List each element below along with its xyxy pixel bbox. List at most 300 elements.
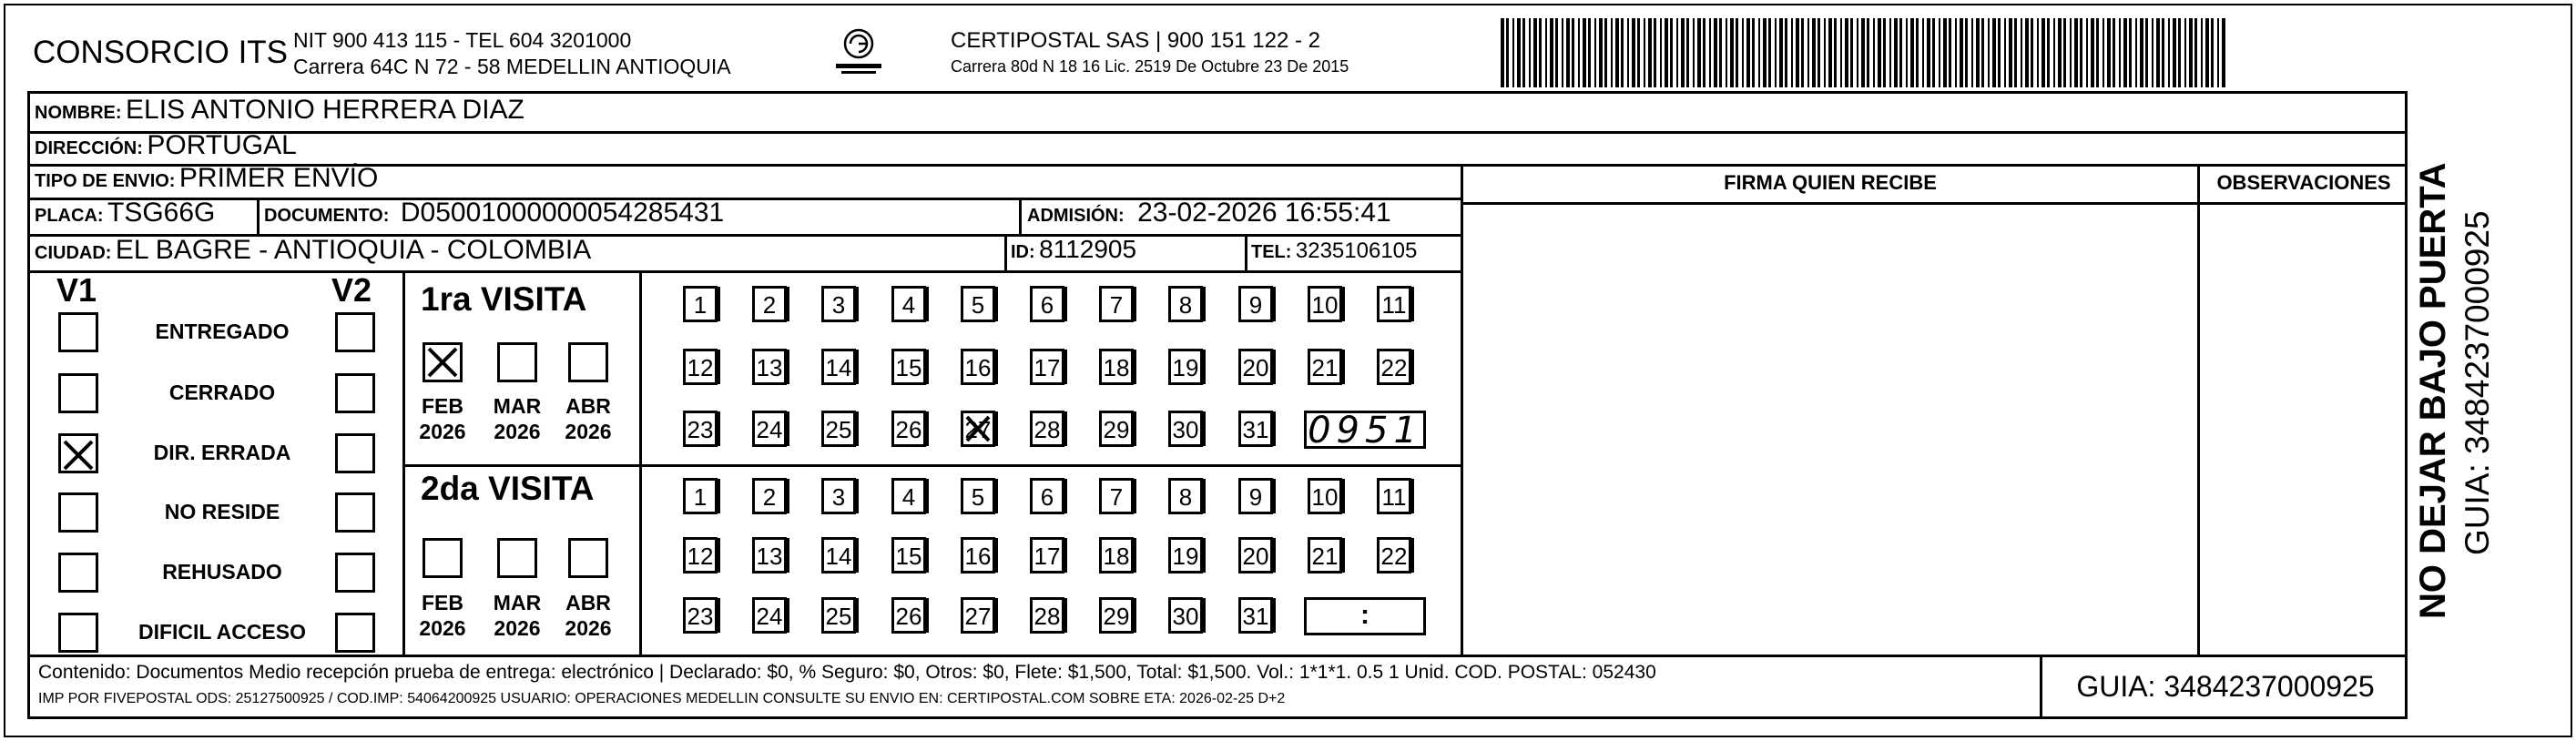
month-label <box>417 393 468 444</box>
day-box[interactable]: 28 <box>1030 411 1064 447</box>
day-box[interactable]: 27 <box>961 597 995 634</box>
barcode-bar <box>1824 18 1826 87</box>
barcode-bar <box>1845 18 1848 87</box>
side-notice: NO DEJAR BAJO PUERTA <box>2413 162 2453 619</box>
day-box[interactable]: 3 <box>821 286 856 322</box>
barcode-bar <box>1867 18 1869 87</box>
day-box[interactable]: 20 <box>1238 537 1273 574</box>
barcode-bar <box>2014 18 2017 87</box>
day-box[interactable]: 7 <box>1099 286 1134 322</box>
day-box[interactable]: 2 <box>752 478 787 514</box>
day-box[interactable]: 29 <box>1099 597 1134 634</box>
second-visit-time[interactable]: : <box>1304 597 1426 635</box>
barcode-bar <box>2070 18 2072 87</box>
nombre-label: NOMBRE: <box>35 103 122 123</box>
footer-divider <box>27 655 2408 657</box>
barcode-bar <box>2189 18 2193 87</box>
v1-checkbox[interactable] <box>58 312 98 352</box>
barcode-bar <box>1545 18 1547 87</box>
day-box[interactable]: 4 <box>891 478 926 514</box>
barcode-bar <box>2009 18 2012 87</box>
documento-label: DOCUMENTO: <box>264 206 390 226</box>
barcode-bar <box>1998 18 2001 87</box>
day-box[interactable]: 18 <box>1099 537 1134 574</box>
footer-imp: IMP POR FIVEPOSTAL ODS: 25127500925 / COD.IMP: 54064200925 USUARIO: OPERACIONES MEDELLIN CONSULTE SU ENVIO EN: CERTIPOSTAL.COM SOBRE ETA: 2026-02-25 D+2 <box>38 691 1286 706</box>
barcode-bar <box>1899 18 1902 87</box>
barcode-bar <box>1840 18 1842 87</box>
barcode-bar <box>1906 18 1908 87</box>
barcode-bar <box>1955 18 1957 87</box>
barcode <box>1501 18 2229 87</box>
certipostal-logo <box>827 25 891 80</box>
tel-value: 3235106105 <box>1295 239 1418 263</box>
barcode-bar <box>1927 18 1930 87</box>
barcode-bar <box>1758 18 1760 87</box>
v1-checkbox[interactable] <box>58 613 98 653</box>
barcode-bar <box>2123 18 2127 87</box>
barcode-bar <box>2156 18 2160 87</box>
barcode-bar <box>1785 18 1787 87</box>
day-box[interactable]: 22 <box>1377 537 1411 574</box>
barcode-bar <box>1517 18 1521 87</box>
day-box[interactable]: 6 <box>1030 478 1064 514</box>
barcode-bar <box>2129 18 2132 87</box>
barcode-bar <box>1971 18 1973 87</box>
barcode-bar <box>1992 18 1996 87</box>
status-label: CERRADO <box>168 381 276 404</box>
barcode-bar <box>1648 18 1652 87</box>
status-label: DIR. ERRADA <box>153 441 291 464</box>
direccion-label: DIRECCIÓN: <box>35 138 143 158</box>
barcode-bar <box>2080 18 2082 87</box>
month-checkbox[interactable] <box>423 538 463 578</box>
barcode-bar <box>2162 18 2164 87</box>
firma-header: FIRMA QUIEN RECIBE <box>1724 171 1937 194</box>
day-box[interactable]: 28 <box>1030 597 1064 634</box>
day-box[interactable]: 3 <box>821 478 856 514</box>
day-box[interactable]: 8 <box>1168 478 1203 514</box>
barcode-bar <box>1533 18 1537 87</box>
barcode-bar <box>1555 18 1558 87</box>
month-label <box>492 393 543 444</box>
barcode-bar <box>2058 18 2062 87</box>
company-info <box>293 27 731 80</box>
day-box[interactable]: 17 <box>1030 537 1064 574</box>
barcode-bar <box>1709 18 1711 87</box>
barcode-bar <box>1807 18 1809 87</box>
barcode-bar <box>1637 18 1640 87</box>
barcode-bar <box>2168 18 2170 87</box>
month-year: 2026 <box>419 420 466 443</box>
barcode-bar <box>1796 18 1799 87</box>
admision-label: ADMISIÓN: <box>1027 206 1125 226</box>
certipostal-address: Carrera 80d N 18 16 Lic. 2519 De Octubre 23 De 2015 <box>951 57 1349 76</box>
barcode-bar <box>2211 18 2214 87</box>
barcode-bar <box>1693 18 1695 87</box>
barcode-bar <box>1752 18 1755 87</box>
day-box[interactable]: 9 <box>1238 286 1273 322</box>
day-box[interactable]: 9 <box>1238 478 1273 514</box>
v1-checkbox[interactable] <box>58 492 98 533</box>
barcode-bar <box>2063 18 2066 87</box>
barcode-bar <box>1779 18 1783 87</box>
day-box[interactable]: 21 <box>1308 349 1342 385</box>
placa-value: TSG66G <box>107 198 216 228</box>
id-value: 8112905 <box>1039 235 1137 263</box>
field-direccion <box>35 130 297 161</box>
barcode-bar <box>1857 18 1858 87</box>
barcode-bar <box>1949 18 1951 87</box>
company-address: Carrera 64C N 72 - 58 MEDELLIN ANTIOQUIA <box>293 55 731 78</box>
day-box[interactable]: 29 <box>1099 411 1134 447</box>
observaciones-header: OBSERVACIONES <box>2216 171 2391 194</box>
barcode-bar <box>2096 18 2099 87</box>
row-divider <box>27 131 2408 134</box>
barcode-bar <box>1817 18 1820 87</box>
tipo-label: TIPO DE ENVIO: <box>35 171 176 191</box>
day-box[interactable]: 11 <box>1377 478 1411 514</box>
documento-value: D05001000000054285431 <box>400 198 725 228</box>
barcode-bar <box>1562 18 1563 87</box>
barcode-bar <box>1736 18 1738 87</box>
barcode-bar <box>2053 18 2055 87</box>
v2-checkbox[interactable] <box>335 433 375 473</box>
tipo-value: PRIMER ENVÍO <box>178 163 379 193</box>
barcode-bar <box>1611 18 1613 87</box>
month-label <box>563 590 614 641</box>
barcode-bar <box>2037 18 2039 87</box>
first-visit-time-value: 0951 <box>1308 410 1422 452</box>
certipostal-info <box>951 27 1349 80</box>
v2-checkbox[interactable] <box>335 373 375 413</box>
barcode-bar <box>2031 18 2033 87</box>
id-label: ID: <box>1011 242 1035 262</box>
month-year: 2026 <box>565 420 612 443</box>
day-box[interactable] <box>961 411 995 447</box>
header-underline <box>1461 202 2408 205</box>
barcode-bar <box>1550 18 1553 87</box>
barcode-bar <box>2119 18 2121 87</box>
v1-label: V1 <box>56 271 97 309</box>
day-box[interactable]: 31 <box>1238 411 1273 447</box>
field-placa <box>35 198 215 228</box>
barcode-bar <box>1654 18 1656 87</box>
barcode-bar <box>1922 18 1924 87</box>
barcode-bar <box>1522 18 1525 87</box>
month-name: ABR <box>565 394 611 418</box>
month-checkbox[interactable] <box>423 342 463 382</box>
day-box[interactable]: 14 <box>821 349 856 385</box>
v1-checkbox[interactable] <box>58 433 98 473</box>
barcode-bar <box>1719 18 1722 87</box>
barcode-bar <box>2222 18 2225 87</box>
barcode-bar <box>2021 18 2022 87</box>
day-box[interactable]: 10 <box>1308 286 1342 322</box>
barcode-bar <box>1604 18 1607 87</box>
company-nit: NIT 900 413 115 - TEL 604 3201000 <box>293 28 632 52</box>
barcode-bar <box>1932 18 1935 87</box>
field-tipo <box>35 163 378 194</box>
footer-guia: GUIA: 3484237000925 <box>2076 670 2375 703</box>
day-box[interactable]: 30 <box>1168 597 1203 634</box>
barcode-bar <box>1627 18 1629 87</box>
barcode-bar <box>2205 18 2209 87</box>
v2-checkbox[interactable] <box>335 553 375 593</box>
day-box[interactable]: 14 <box>821 537 856 574</box>
month-label <box>563 393 614 444</box>
month-name: ABR <box>565 591 611 614</box>
barcode-bar <box>1768 18 1771 87</box>
barcode-bar <box>2140 18 2143 87</box>
barcode-bar <box>1894 18 1898 87</box>
barcode-bar <box>2004 18 2006 87</box>
barcode-bar <box>1791 18 1793 87</box>
barcode-bar <box>1763 18 1767 87</box>
day-box[interactable]: 12 <box>683 349 718 385</box>
status-label: DIFICIL ACCESO <box>137 620 306 644</box>
barcode-bar <box>1660 18 1662 87</box>
day-box[interactable]: 20 <box>1238 349 1273 385</box>
month-checkbox[interactable] <box>568 342 608 382</box>
barcode-bar <box>2194 18 2197 87</box>
day-box[interactable]: 22 <box>1377 349 1411 385</box>
cell-divider <box>1245 234 1247 270</box>
status-divider <box>402 270 405 656</box>
day-box[interactable]: 15 <box>891 537 926 574</box>
barcode-bar <box>1566 18 1570 87</box>
ciudad-label: CIUDAD: <box>35 243 112 263</box>
v1-checkbox[interactable] <box>58 553 98 593</box>
barcode-bar <box>2173 18 2176 87</box>
day-box[interactable]: 15 <box>891 349 926 385</box>
row-divider <box>27 164 2408 167</box>
ciudad-value: EL BAGRE - ANTIOQUIA - COLOMBIA <box>115 235 592 265</box>
placa-label: PLACA: <box>35 206 104 226</box>
v1-checkbox[interactable] <box>58 373 98 413</box>
first-visit-time[interactable] <box>1304 410 1426 452</box>
day-box[interactable]: 4 <box>891 286 926 322</box>
barcode-bar <box>1873 18 1875 87</box>
month-year: 2026 <box>494 616 541 640</box>
barcode-bar <box>1665 18 1668 87</box>
barcode-bar <box>2145 18 2148 87</box>
day-box[interactable]: 12 <box>683 537 718 574</box>
nombre-value: ELIS ANTONIO HERRERA DIAZ <box>126 95 524 125</box>
x-mark-icon <box>61 438 96 477</box>
barcode-bar <box>2201 18 2203 87</box>
barcode-bar <box>2074 18 2078 87</box>
month-name: MAR <box>493 394 542 418</box>
field-admision <box>1027 198 1391 228</box>
x-mark-icon <box>425 345 460 384</box>
direccion-value: PORTUGAL <box>147 130 297 160</box>
field-ciudad <box>35 235 591 266</box>
barcode-bar <box>1861 18 1865 87</box>
barcode-bar <box>2107 18 2111 87</box>
barcode-bar <box>1812 18 1816 87</box>
day-box[interactable]: 26 <box>891 597 926 634</box>
barcode-bar <box>2135 18 2137 87</box>
barcode-bar <box>2184 18 2186 87</box>
month-name: FEB <box>422 591 463 614</box>
barcode-bar <box>1988 18 1990 87</box>
day-box[interactable]: 16 <box>961 349 995 385</box>
barcode-bar <box>1697 18 1701 87</box>
barcode-bar <box>1572 18 1574 87</box>
day-box[interactable]: 17 <box>1030 349 1064 385</box>
barcode-bar <box>1939 18 1940 87</box>
company-name: CONSORCIO ITS <box>33 35 289 70</box>
day-box[interactable]: 23 <box>683 597 718 634</box>
v2-label: V2 <box>331 271 372 309</box>
barcode-bar <box>1588 18 1591 87</box>
barcode-bar <box>2047 18 2050 87</box>
status-label: NO RESIDE <box>164 500 280 523</box>
month-checkbox[interactable] <box>497 342 537 382</box>
day-box[interactable]: 1 <box>683 286 718 322</box>
day-box[interactable]: 25 <box>821 411 856 447</box>
barcode-bar <box>1965 18 1968 87</box>
barcode-bar <box>2178 18 2181 87</box>
day-box[interactable]: 1 <box>683 478 718 514</box>
admision-value: 23-02-2026 16:55:41 <box>1137 198 1391 228</box>
barcode-bar <box>1594 18 1596 87</box>
barcode-bar <box>2086 18 2088 87</box>
barcode-bar <box>1703 18 1705 87</box>
month-checkbox[interactable] <box>497 538 537 578</box>
v2-checkbox[interactable] <box>335 312 375 352</box>
barcode-bar <box>1889 18 1891 87</box>
tel-label: TEL: <box>1251 242 1292 262</box>
barcode-bar <box>1578 18 1580 87</box>
field-id <box>1011 235 1136 264</box>
day-box[interactable]: 5 <box>961 286 995 322</box>
cell-divider <box>257 198 260 234</box>
month-year: 2026 <box>419 616 466 640</box>
barcode-bar <box>1726 18 1727 87</box>
barcode-bar <box>1850 18 1853 87</box>
visit-divider <box>402 464 1462 467</box>
barcode-bar <box>1686 18 1689 87</box>
barcode-bar <box>1670 18 1673 87</box>
barcode-bar <box>2103 18 2104 87</box>
barcode-bar <box>2217 18 2219 87</box>
day-box[interactable]: 7 <box>1099 478 1134 514</box>
barcode-bar <box>1742 18 1744 87</box>
barcode-bar <box>1878 18 1881 87</box>
month-year: 2026 <box>565 616 612 640</box>
day-box[interactable]: 10 <box>1308 478 1342 514</box>
barcode-bar <box>1644 18 1645 87</box>
barcode-bar <box>2152 18 2153 87</box>
footer-contenido: Contenido: Documentos Medio recepción prueba de entrega: electrónico | Declarado: $0, % Seguro: $0, Otros: $0, Flete: $1,500, Total: $1,500. Vol.: 1*1*1. 0.5 1 Unid. COD. POSTAL: 052430 <box>38 662 1656 683</box>
status-label: ENTREGADO <box>155 320 290 343</box>
day-box[interactable]: 11 <box>1377 286 1411 322</box>
day-box[interactable]: 16 <box>961 537 995 574</box>
day-box[interactable]: 23 <box>683 411 718 447</box>
month-label <box>417 590 468 641</box>
v2-checkbox[interactable] <box>335 613 375 653</box>
barcode-bar <box>1834 18 1837 87</box>
day-box[interactable]: 8 <box>1168 286 1203 322</box>
cell-divider <box>1019 198 1022 234</box>
barcode-bar <box>1714 18 1717 87</box>
status-label: REHUSADO <box>162 560 282 584</box>
barcode-bar <box>1501 18 1504 87</box>
first-visit-title: 1ra VISITA <box>421 280 587 318</box>
day-box[interactable]: 5 <box>961 478 995 514</box>
barcode-bar <box>2113 18 2115 87</box>
day-box[interactable]: 21 <box>1308 537 1342 574</box>
barcode-bar <box>1976 18 1980 87</box>
day-box[interactable]: 24 <box>752 597 787 634</box>
barcode-bar <box>1746 18 1750 87</box>
day-box[interactable]: 30 <box>1168 411 1203 447</box>
day-box[interactable]: 13 <box>752 537 787 574</box>
month-year: 2026 <box>494 420 541 443</box>
day-box[interactable]: 31 <box>1238 597 1273 634</box>
day-box[interactable]: 19 <box>1168 349 1203 385</box>
barcode-bar <box>1539 18 1542 87</box>
barcode-bar <box>1529 18 1531 87</box>
barcode-bar <box>1828 18 1832 87</box>
month-name: FEB <box>422 394 463 418</box>
day-box[interactable]: 2 <box>752 286 787 322</box>
day-box[interactable]: 25 <box>821 597 856 634</box>
day-number: 27 <box>964 416 992 443</box>
barcode-bar <box>1583 18 1586 87</box>
col-divider <box>1461 164 1463 656</box>
barcode-bar <box>1960 18 1963 87</box>
day-box[interactable]: 13 <box>752 349 787 385</box>
second-visit-title: 2da VISITA <box>421 470 595 507</box>
col-divider <box>2197 164 2200 656</box>
barcode-bar <box>1775 18 1777 87</box>
barcode-bar <box>1981 18 1984 87</box>
barcode-bar <box>1599 18 1603 87</box>
barcode-bar <box>1916 18 1919 87</box>
month-label <box>492 590 543 641</box>
field-documento <box>264 198 724 228</box>
months-divider <box>639 270 642 656</box>
month-checkbox[interactable] <box>568 538 608 578</box>
barcode-bar <box>1621 18 1624 87</box>
barcode-bar <box>1676 18 1678 87</box>
barcode-bar <box>2025 18 2029 87</box>
barcode-bar <box>2091 18 2094 87</box>
barcode-bar <box>1506 18 1509 87</box>
barcode-bar <box>1910 18 1914 87</box>
day-box[interactable]: 18 <box>1099 349 1134 385</box>
day-box[interactable]: 19 <box>1168 537 1203 574</box>
certipostal-title: CERTIPOSTAL SAS | 900 151 122 - 2 <box>951 28 1320 53</box>
field-nombre <box>35 95 524 126</box>
barcode-bar <box>2041 18 2045 87</box>
day-box[interactable]: 6 <box>1030 286 1064 322</box>
barcode-bar <box>1730 18 1734 87</box>
barcode-bar <box>1943 18 1947 87</box>
field-tel <box>1251 239 1417 264</box>
day-box[interactable]: 26 <box>891 411 926 447</box>
footer-cell-divider <box>2040 655 2042 719</box>
month-name: MAR <box>493 591 542 614</box>
barcode-bar <box>1615 18 1619 87</box>
barcode-bar <box>1512 18 1514 87</box>
side-guia: GUIA: 3484237000925 <box>2459 210 2496 555</box>
v2-checkbox[interactable] <box>335 492 375 533</box>
barcode-bar <box>1681 18 1685 87</box>
day-box[interactable]: 24 <box>752 411 787 447</box>
